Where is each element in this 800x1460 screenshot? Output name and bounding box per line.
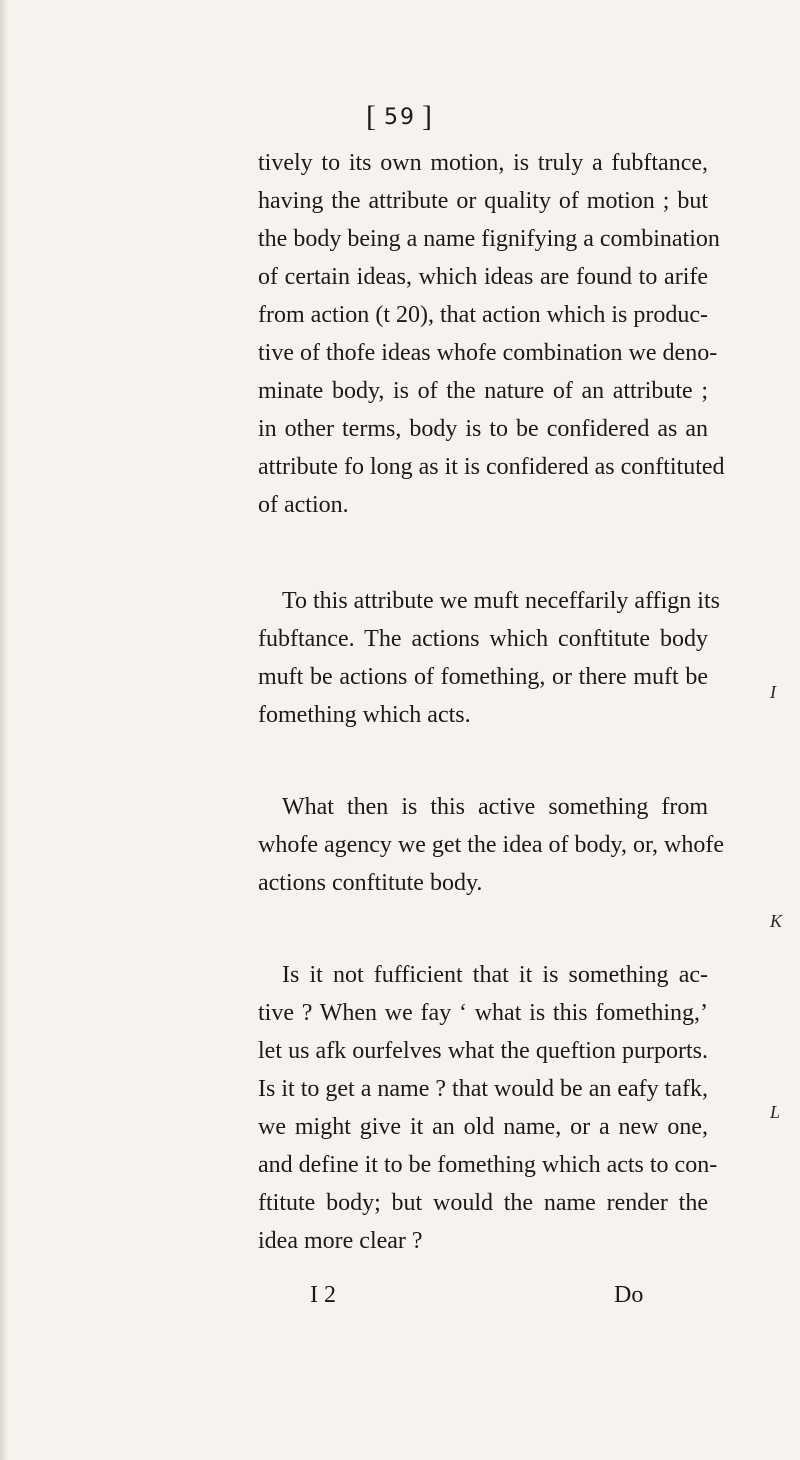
text-line: idea more clear ?	[258, 1228, 423, 1254]
text-line: What then is this active something from	[282, 794, 708, 820]
paragraph-3	[258, 788, 724, 902]
margin-mark-l: L	[770, 1102, 781, 1122]
text-line: having the attribute or quality of motion ; but	[258, 188, 708, 214]
text-line: muft be actions of fomething, or there muft be	[258, 664, 708, 690]
paragraph-2	[258, 582, 720, 734]
text-line: of certain ideas, which ideas are found to arife	[258, 264, 708, 290]
text-line: whofe agency we get the idea of body, or, whofe	[258, 832, 724, 858]
paragraph-spacer	[258, 902, 708, 956]
page-number: 59	[384, 105, 416, 130]
paragraph-spacer	[258, 734, 708, 788]
text-line: from action (t 20), that action which is produc-	[258, 302, 708, 328]
text-line: actions conftitute body.	[258, 870, 483, 896]
text-line: attribute fo long as it is confidered as conftituted	[258, 454, 725, 480]
signature-mark: I 2	[310, 1282, 336, 1308]
text-line: in other terms, body is to be confidered as an	[258, 416, 708, 442]
paragraph-1	[258, 144, 725, 524]
text-line: of action.	[258, 492, 349, 518]
margin-mark-k: K	[770, 911, 783, 931]
text-line: fomething which acts.	[258, 702, 471, 728]
text-line: and define it to be fomething which acts to con-	[258, 1152, 718, 1178]
text-line: minate body, is of the nature of an attribute ;	[258, 378, 708, 404]
text-line: the body being a name fignifying a combination	[258, 226, 720, 252]
text-line: To this attribute we muft neceffarily affign its	[282, 588, 720, 614]
text-line: tive ? When we fay ‘ what is this fomething,’	[258, 1000, 708, 1026]
header-bracket-close: ]	[422, 100, 434, 133]
page-body	[258, 144, 725, 1260]
text-line: Is it not fufficient that it is something ac-	[282, 962, 708, 988]
header-bracket-open: [	[366, 100, 378, 133]
text-line: we might give it an old name, or a new one,	[258, 1114, 708, 1140]
paragraph-spacer	[258, 524, 708, 582]
text-line: fubftance. The actions which conftitute body	[258, 626, 708, 652]
text-line: let us afk ourfelves what the queftion purports.	[258, 1038, 708, 1064]
text-line: tively to its own motion, is truly a fubftance,	[258, 150, 708, 176]
margin-mark-i: I	[770, 682, 776, 702]
text-line: tive of thofe ideas whofe combination we deno-	[258, 340, 718, 366]
page-gutter-shadow	[0, 0, 8, 1460]
running-header	[0, 100, 800, 134]
text-line: Is it to get a name ? that would be an eafy tafk,	[258, 1076, 708, 1102]
paragraph-4	[258, 956, 718, 1260]
catchword: Do	[614, 1282, 644, 1308]
text-line: ftitute body; but would the name render the	[258, 1190, 708, 1216]
